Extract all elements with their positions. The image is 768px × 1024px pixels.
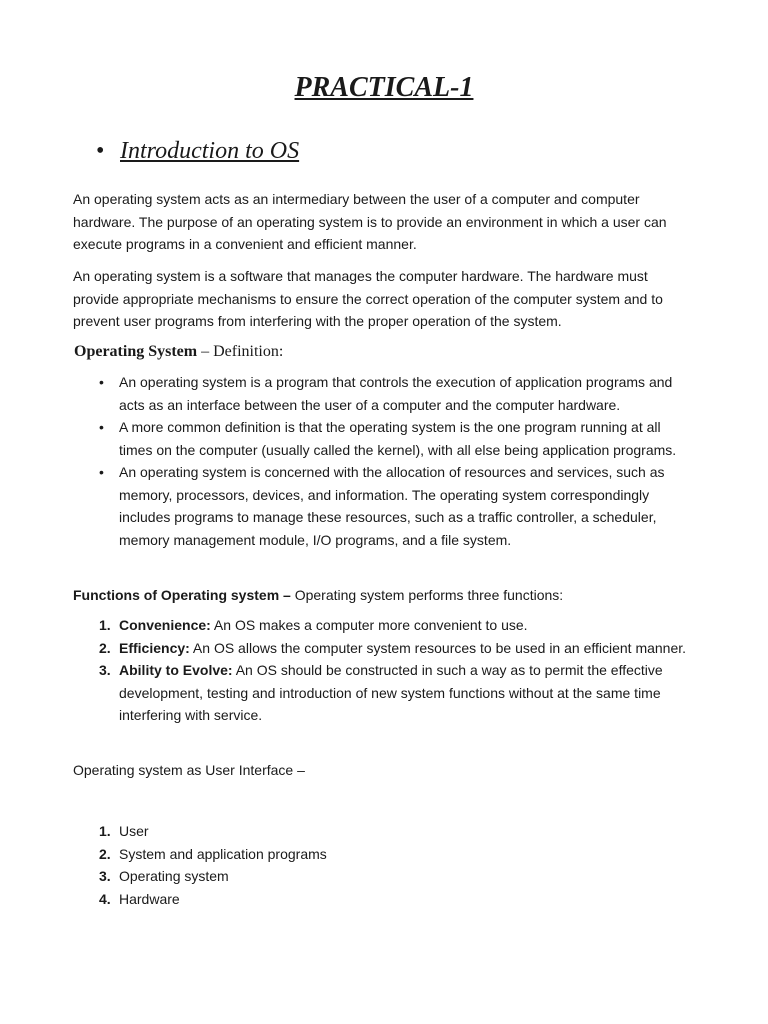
intro-paragraph-2: An operating system is a software that manages the computer hardware. The hardware must provide appropriate mechanisms to ensure the correct operation of the computer system and to prevent user programs from interfering with the proper operation of the system. bbox=[73, 268, 663, 329]
definition-item bbox=[73, 461, 695, 551]
user-interface-heading: Operating system as User Interface – bbox=[73, 762, 305, 778]
definition-list bbox=[73, 371, 695, 551]
definition-suffix: – Definition: bbox=[197, 343, 284, 360]
list-item bbox=[73, 888, 695, 911]
function-text: An OS should be constructed in such a way as to permit the effective development, testing and introduction of new system functions without at the same time interfering with service. bbox=[119, 662, 663, 723]
section-heading-text: Introduction to OS bbox=[120, 138, 300, 164]
bullet-marker: • bbox=[99, 464, 104, 480]
list-item bbox=[73, 865, 695, 888]
definition-heading bbox=[74, 341, 283, 363]
functions-list bbox=[73, 614, 695, 727]
list-item-text: Operating system bbox=[119, 868, 229, 884]
functions-heading-term: Functions of Operating system – bbox=[73, 587, 291, 603]
page-title: PRACTICAL-1 bbox=[294, 72, 474, 103]
list-item-text: Hardware bbox=[119, 890, 180, 907]
user-interface-list bbox=[73, 820, 695, 910]
functions-heading bbox=[73, 584, 563, 607]
definition-item-text: A more common definition is that the operating system is the one program running at all times on the computer (usually called the kernel), with all else being application programs. bbox=[119, 419, 677, 458]
list-number: 2. bbox=[99, 845, 111, 862]
list-item bbox=[73, 843, 695, 866]
function-term: Efficiency: bbox=[119, 639, 190, 656]
functions-intro: Operating system performs three functions: bbox=[290, 587, 564, 603]
list-item bbox=[73, 820, 695, 843]
function-term: Ability to Evolve: bbox=[119, 662, 233, 678]
definition-item bbox=[73, 371, 695, 416]
function-term: Convenience: bbox=[119, 617, 211, 633]
intro-paragraph-1: An operating system acts as an intermediary between the user of a computer and computer hardware. The purpose of an operating system is to provide an environment in which a user can execute programs in a convenient and efficient manner. bbox=[73, 191, 667, 252]
bullet-marker: • bbox=[99, 374, 104, 390]
list-number: 1. bbox=[99, 617, 111, 633]
function-item bbox=[73, 637, 695, 660]
bullet-marker: • bbox=[96, 138, 105, 164]
function-item bbox=[73, 659, 695, 727]
list-item-text: System and application programs bbox=[119, 845, 327, 862]
definition-term: Operating System bbox=[74, 343, 198, 360]
bullet-marker: • bbox=[99, 419, 104, 435]
section-heading bbox=[96, 136, 299, 166]
list-number: 3. bbox=[99, 868, 111, 884]
definition-item-text: An operating system is a program that controls the execution of application programs and acts as an interface between the user of a computer and the computer hardware. bbox=[119, 374, 673, 413]
list-number: 4. bbox=[99, 890, 111, 907]
list-number: 2. bbox=[99, 639, 111, 656]
function-item bbox=[73, 614, 695, 637]
definition-item-text: An operating system is concerned with the allocation of resources and services, such as memory, processors, devices, and information. The operating system correspondingly includes programs to manage these resources, such as a traffic controller, a scheduler, memory management module, I/O programs, and a file system. bbox=[119, 464, 665, 548]
function-text: An OS makes a computer more convenient to use. bbox=[210, 617, 528, 633]
list-number: 1. bbox=[99, 823, 111, 839]
definition-item bbox=[73, 416, 695, 461]
list-item-text: User bbox=[119, 823, 149, 839]
function-text: An OS allows the computer system resources to be used in an efficient manner. bbox=[189, 639, 687, 656]
list-number: 3. bbox=[99, 662, 111, 678]
